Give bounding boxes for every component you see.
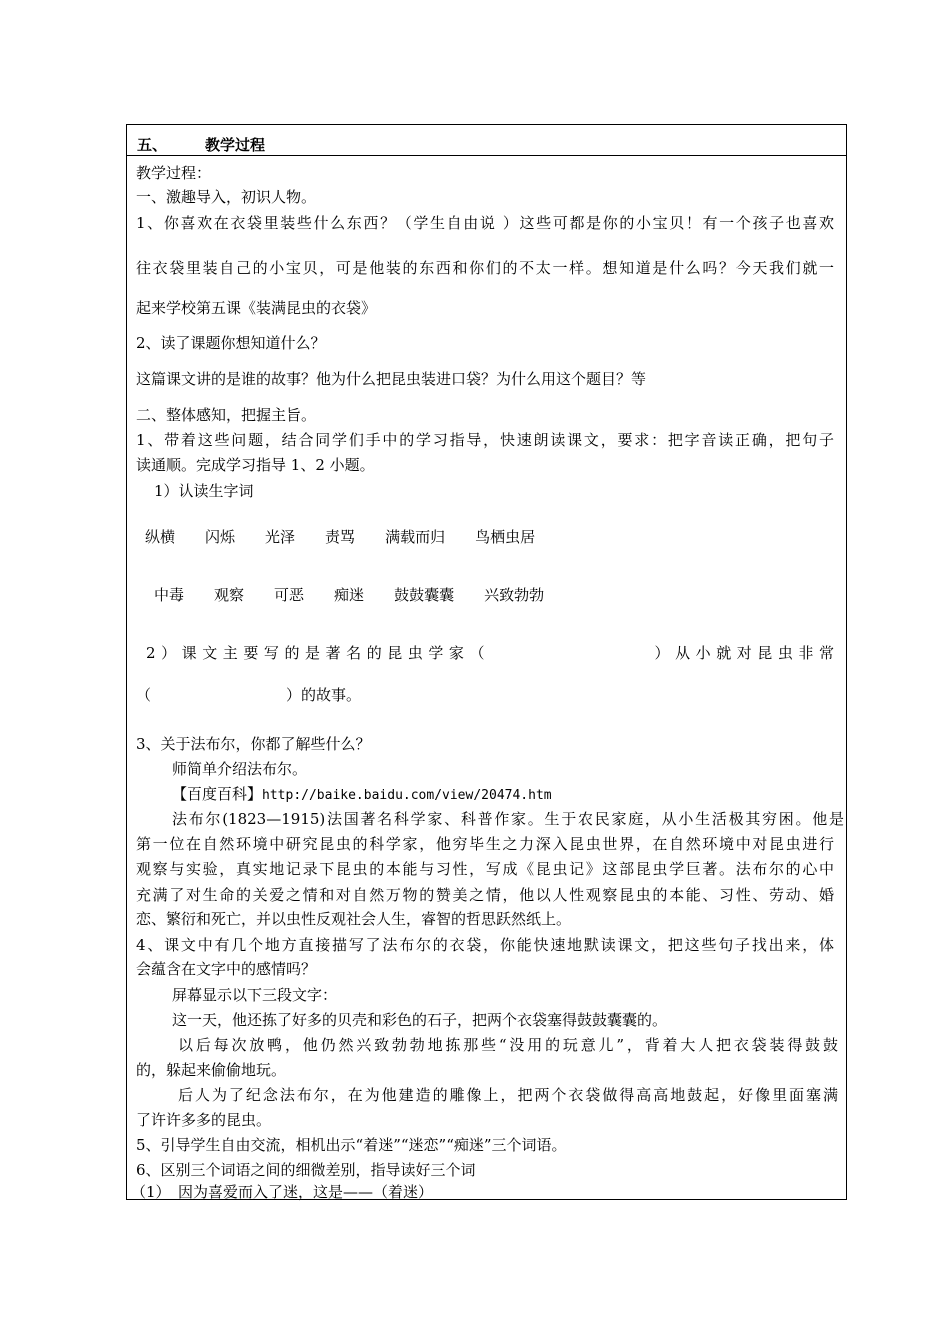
- fill-in-blank-line: （ ）的故事。: [136, 686, 362, 704]
- text-line: 4、课文中有几个地方直接描写了法布尔的衣袋，你能快速地默读课文，把这些句子找出来，体: [136, 936, 834, 954]
- text-line: 一、激趣导入，初识人物。: [136, 188, 317, 206]
- text-line: 6、区别三个词语之间的细微差别，指导读好三个词: [136, 1161, 476, 1179]
- reference-source: 【百度百科】: [172, 785, 263, 803]
- vocab-word: 兴致勃勃: [484, 586, 545, 604]
- text-line: 恋、繁衍和死亡，并以虫性反观社会人生，睿智的哲思跃然纸上。: [136, 910, 572, 928]
- text-line: 二、整体感知，把握主旨。: [136, 406, 317, 424]
- lesson-plan-table: [126, 124, 847, 1200]
- text-line: 起来学校第五课《装满昆虫的衣袋》: [136, 299, 377, 317]
- vocab-word: 鸟栖虫居: [475, 528, 536, 546]
- text-line: 观察与实验，真实地记录下昆虫的本能与习性，写成《昆虫记》这部昆虫学巨著。法布尔的心中: [136, 860, 834, 878]
- quote-line: 了许许多多的昆虫。: [136, 1111, 272, 1129]
- text-line: 第一位在自然环境中研究昆虫的科学家，他穷毕生之力深入昆虫世界，在自然环境中对昆虫进行: [136, 835, 834, 853]
- text-line: 充满了对生命的关爱之情和对自然万物的赞美之情，他以人性观察昆虫的本能、习性、劳动、婚: [136, 886, 834, 904]
- text-line: （1） 因为喜爱而入了迷，这是——（着迷）: [131, 1183, 434, 1201]
- vocab-word: 观察: [214, 586, 245, 604]
- quote-line: 以后每次放鸭，他仍然兴致勃勃地拣那些“没用的玩意儿”，背着大人把衣袋装得鼓鼓: [178, 1036, 838, 1054]
- text-line: 会蕴含在文字中的感情吗？: [136, 960, 317, 978]
- vocab-word: 可恶: [274, 586, 305, 604]
- text-line: 读通顺。完成学习指导 1、2 小题。: [136, 456, 375, 474]
- text-line: 3、关于法布尔，你都了解些什么？: [136, 735, 371, 753]
- text-line: 屏幕显示以下三段文字：: [172, 986, 338, 1004]
- text-line: 2、读了课题你想知道什么？: [136, 334, 326, 352]
- text-line: 5、引导学生自由交流，相机出示“着迷”“迷恋”“痴迷”三个词语。: [136, 1136, 567, 1154]
- vocab-row-2: [154, 585, 544, 605]
- vocab-word: 痴迷: [334, 586, 365, 604]
- quote-line: 这一天，他还拣了好多的贝壳和彩色的石子，把两个衣袋塞得鼓鼓囊囊的。: [172, 1011, 668, 1029]
- vocab-word: 中毒: [154, 586, 185, 604]
- vocab-word: 鼓鼓囊囊: [394, 586, 455, 604]
- vocab-word: 满载而归: [385, 528, 446, 546]
- vocab-word: 闪烁: [205, 528, 236, 546]
- quote-line: 的，躲起来偷偷地玩。: [136, 1061, 287, 1079]
- reference-line: [172, 784, 552, 806]
- vocab-word: 责骂: [325, 528, 356, 546]
- reference-url: http://baike.baidu.com/view/20474.htm: [262, 788, 552, 803]
- text-line: 往衣袋里装自己的小宝贝，可是他装的东西和你们的不太一样。想知道是什么吗？今天我们就一: [136, 259, 834, 277]
- vocab-row-1: [145, 527, 535, 547]
- text-line: 教学过程：: [136, 164, 212, 182]
- text-line: 法布尔(1823—1915)法国著名科学家、科普作家。生于农民家庭，从小生活极其穷困。他是: [172, 810, 844, 828]
- section-number: 五、: [137, 136, 168, 154]
- text-line: 1、带着这些问题，结合同学们手中的学习指导，快速朗读课文，要求：把字音读正确，把句子: [136, 431, 834, 449]
- section-header-row: [127, 129, 846, 156]
- text-line: 这篇课文讲的是谁的故事？他为什么把昆虫装进口袋？为什么用这个题目？等: [136, 370, 647, 388]
- fill-in-blank-line: 2）课文主要写的是著名的昆虫学家（ ）从小就对昆虫非常: [146, 644, 838, 662]
- vocab-word: 光泽: [265, 528, 296, 546]
- text-line: 1、你喜欢在衣袋里装些什么东西？（学生自由说 ）这些可都是你的小宝贝！有一个孩子也喜欢: [136, 214, 834, 232]
- quote-line: 后人为了纪念法布尔，在为他建造的雕像上，把两个衣袋做得高高地鼓起，好像里面塞满: [178, 1086, 838, 1104]
- section-title: 教学过程: [205, 136, 266, 154]
- vocab-word: 纵横: [145, 528, 176, 546]
- text-line: 1）认读生字词: [154, 482, 254, 500]
- text-line: 师简单介绍法布尔。: [172, 760, 308, 778]
